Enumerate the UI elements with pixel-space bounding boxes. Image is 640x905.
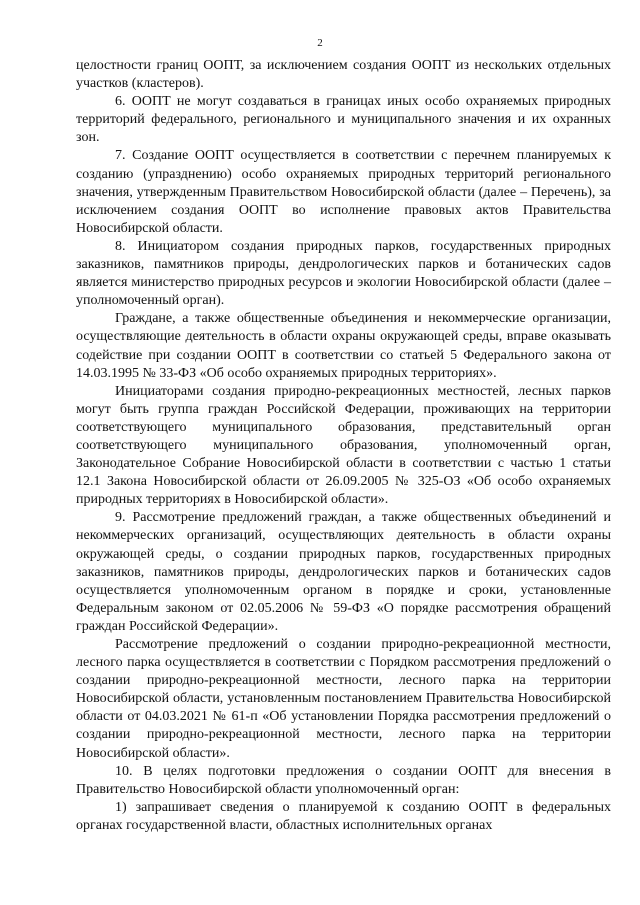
paragraph-citizens: Граждане, а также общественные объединения и некоммерческие организации, осуществляющие деятельность в области охраны окружающей среды, вправе оказывать содействие при создании ООПТ в соответствии со статьей 5 Федерального закона от 14.03.1995 № 33-ФЗ «Об особо охраняемых природных территориях». bbox=[76, 311, 611, 381]
paragraph-10: 10. В целях подготовки предложения о создании ООПТ для внесения в Правительство Новосибирской области уполномоченный орган: bbox=[76, 763, 611, 797]
paragraph-6: 6. ООПТ не могут создаваться в границах иных особо охраняемых природных территорий федерального, регионального и муниципального значения и их охранных зон. bbox=[76, 94, 611, 146]
document-body bbox=[76, 57, 611, 835]
paragraph-continuation: целостности границ ООПТ, за исключением создания ООПТ из нескольких отдельных участков (кластеров). bbox=[76, 58, 611, 92]
paragraph-7: 7. Создание ООПТ осуществляется в соответствии с перечнем планируемых к созданию (упразднению) особо охраняемых природных территорий регионального значения, утвержденным Правительством Новосибирской области (далее – Перечень), за исключением создания ООПТ во исполнение правовых актов Правительства Новосибирской области. bbox=[76, 148, 611, 236]
paragraph-review: Рассмотрение предложений о создании природно-рекреационной местности, лесного парка осуществляется в соответствии с Порядком рассмотрения предложений о создании природно-рекреационной местности, лесного парка на территории Новосибирской области, установленным постановлением Правительства Новосибирской области от 04.03.2021 № 61-п «Об установлении Порядка рассмотрения предложений о создании природно-рекреационной местности, лесного парка на территории Новосибирской области». bbox=[76, 637, 611, 761]
page-number: 2 bbox=[317, 37, 323, 49]
paragraph-10-item-1: 1) запрашивает сведения о планируемой к созданию ООПТ в федеральных органах государственной власти, областных исполнительных органах bbox=[76, 799, 611, 833]
paragraph-initiators: Инициаторами создания природно-рекреационных местностей, лесных парков могут быть группа граждан Российской Федерации, проживающих на территории соответствующего муниципального образования, представительный орган соответствующего муниципального образования, уполномоченный орган, Законодательное Собрание Новосибирской области в соответствии с частью 1 статьи 12.1 Закона Новосибирской области от 26.09.2005 № 325-ОЗ «Об особо охраняемых природных территориях в Новосибирской области». bbox=[76, 383, 611, 508]
paragraph-8: 8. Инициатором создания природных парков, государственных природных заказников, памятников природы, дендрологических парков и ботанических садов является министерство природных ресурсов и экологии Новосибирской области (далее – уполномоченный орган). bbox=[76, 238, 611, 309]
paragraph-9: 9. Рассмотрение предложений граждан, а также общественных объединений и некоммерческих организаций, осуществляющих деятельность в области охраны окружающей среды, о создании природных парков, государственных природных заказников, памятников природы, дендрологических парков и ботанических садов осуществляется уполномоченным органом в порядке и сроки, установленные Федеральным законом от 02.05.2006 № 59-ФЗ «О порядке рассмотрения обращений граждан Российской Федерации». bbox=[76, 510, 611, 634]
